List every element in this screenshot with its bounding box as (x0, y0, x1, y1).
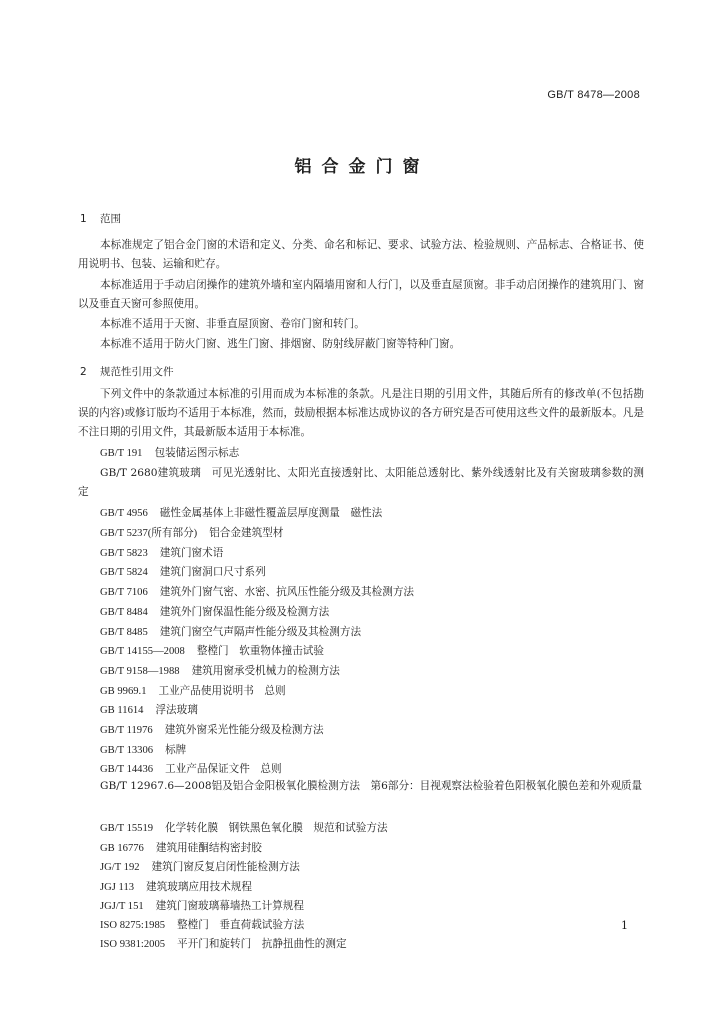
reference-code: GB 9969.1 (100, 686, 147, 697)
reference-code: GB/T 9158—1988 (100, 666, 180, 677)
reference-code: GB/T 11976 (100, 725, 153, 736)
reference-item (100, 545, 223, 560)
reference-title: 包装储运图示标志 (154, 447, 240, 459)
reference-item (78, 464, 644, 502)
reference-item (100, 624, 361, 639)
reference-code: JG/T 192 (100, 862, 140, 873)
paragraph: 下列文件中的条款通过本标准的引用而成为本标准的条款。凡是注日期的引用文件，其随后所有的修改单(不包括勘误的内容)或修订版均不适用于本标准，然而，鼓励根据本标准达成协议的各方研究是否可使用这些文件的最新版本。凡是不注日期的引用文件，其最新版本适用于本标准。 (78, 388, 644, 438)
reference-title: 建筑外门窗气密、水密、抗风压性能分级及其检测方法 (159, 586, 415, 598)
reference-title: 铝合金建筑型材 (209, 527, 284, 539)
reference-item (100, 663, 340, 678)
reference-code: GB/T 15519 (100, 823, 154, 834)
reference-title: 工业产品使用说明书 总则 (158, 685, 286, 697)
reference-title: 建筑外门窗保温性能分级及检测方法 (159, 606, 330, 618)
reference-item (100, 898, 304, 913)
reference-code: GB 11614 (100, 705, 144, 716)
reference-code: GB/T 12967.6—2008 (100, 780, 212, 792)
reference-code: GB/T 5824 (100, 567, 148, 578)
reference-code: GB/T 5823 (100, 548, 148, 559)
paragraph: 本标准不适用于防火门窗、逃生门窗、排烟窗、防射线屏蔽门窗等特种门窗。 (100, 338, 461, 350)
reference-item (100, 604, 329, 619)
reference-item (78, 777, 644, 796)
paragraph: 本标准适用于手动启闭操作的建筑外墙和室内隔墙用窗和人行门，以及垂直屋顶窗。非手动启闭操作的建筑用门、窗以及垂直天窗可参照使用。 (78, 279, 644, 310)
standard-code: GB/T 8478—2008 (547, 89, 640, 101)
reference-code: GB/T 14155—2008 (100, 646, 185, 657)
page-number: 1 (621, 919, 628, 932)
reference-item (100, 564, 266, 579)
reference-title: 平开门和旋转门 抗静扭曲性的测定 (177, 938, 347, 950)
reference-title: 建筑门窗反复启闭性能检测方法 (151, 861, 300, 873)
reference-code: GB/T 14436 (100, 764, 154, 775)
reference-item (100, 584, 414, 599)
reference-title: 浮法玻璃 (155, 704, 198, 716)
section-heading (80, 211, 121, 226)
reference-item (100, 445, 239, 460)
reference-code: GB/T 191 (100, 448, 143, 459)
reference-title: 工业产品保证文件 总则 (165, 763, 282, 775)
reference-item (100, 840, 262, 855)
reference-title: 铝及铝合金阳极氧化膜检测方法 第6部分：目视观察法检验着色阳极氧化膜色差和外观质量 (211, 780, 643, 792)
reference-title: 化学转化膜 钢铁黑色氧化膜 规范和试验方法 (165, 822, 388, 834)
reference-item (100, 722, 324, 737)
reference-code: GB/T 7106 (100, 587, 148, 598)
section-heading (80, 364, 174, 379)
section-number: 2 (80, 366, 87, 378)
reference-item (100, 525, 283, 540)
paragraph: 本标准规定了铝合金门窗的术语和定义、分类、命名和标记、要求、试验方法、检验规则、产品标志、合格证书、使用说明书、包装、运输和贮存。 (78, 239, 644, 270)
reference-item (100, 879, 252, 894)
reference-title: 建筑门窗玻璃幕墙热工计算规程 (155, 900, 304, 912)
reference-item (100, 761, 282, 776)
reference-item (100, 859, 300, 874)
reference-title: 建筑用硅酮结构密封胶 (155, 842, 262, 854)
reference-title: 建筑门窗空气声隔声性能分级及其检测方法 (159, 626, 362, 638)
reference-title: 标牌 (165, 744, 187, 756)
reference-code: JGJ 113 (100, 882, 135, 893)
reference-item (100, 702, 198, 717)
reference-item (100, 683, 286, 698)
reference-title: 建筑用窗承受机械力的检测方法 (191, 665, 340, 677)
reference-title: 建筑玻璃应用技术规程 (146, 881, 252, 893)
section-number: 1 (80, 213, 87, 225)
reference-title: 建筑门窗洞口尺寸系列 (159, 566, 266, 578)
reference-title: 整樘门 软重物体撞击试验 (196, 645, 324, 657)
reference-code: GB/T 8485 (100, 627, 148, 638)
section-title: 规范性引用文件 (100, 366, 174, 378)
reference-title: 建筑门窗术语 (159, 547, 224, 559)
reference-code: GB/T 4956 (100, 508, 148, 519)
reference-item (100, 820, 388, 835)
reference-title: 建筑外窗采光性能分级及检测方法 (164, 724, 324, 736)
reference-title: 磁性金属基体上非磁性覆盖层厚度测量 磁性法 (159, 507, 383, 519)
reference-code: GB/T 8484 (100, 607, 148, 618)
reference-item (100, 643, 324, 658)
reference-code: GB/T 2680 (100, 467, 158, 479)
document-title: 铝合金门窗 (294, 157, 430, 177)
reference-code: JGJ/T 151 (100, 901, 144, 912)
section-title: 范围 (100, 213, 121, 225)
reference-code: GB/T 13306 (100, 745, 154, 756)
reference-code: GB/T 5237(所有部分) (100, 528, 198, 539)
reference-title: 建筑玻璃 可见光透射比、太阳光直接透射比、太阳能总透射比、紫外线透射比及有关窗玻璃参数的测定 (78, 467, 644, 498)
reference-code: ISO 9381:2005 (100, 939, 166, 950)
reference-title: 整樘门 垂直荷载试验方法 (177, 919, 305, 931)
paragraph: 本标准不适用于天窗、非垂直屋顶窗、卷帘门窗和转门。 (100, 318, 365, 330)
reference-code: ISO 8275:1985 (100, 920, 166, 931)
reference-item (100, 742, 186, 757)
reference-item (100, 917, 304, 932)
reference-item (100, 505, 382, 520)
reference-item (100, 936, 347, 951)
reference-code: GB 16776 (100, 843, 144, 854)
